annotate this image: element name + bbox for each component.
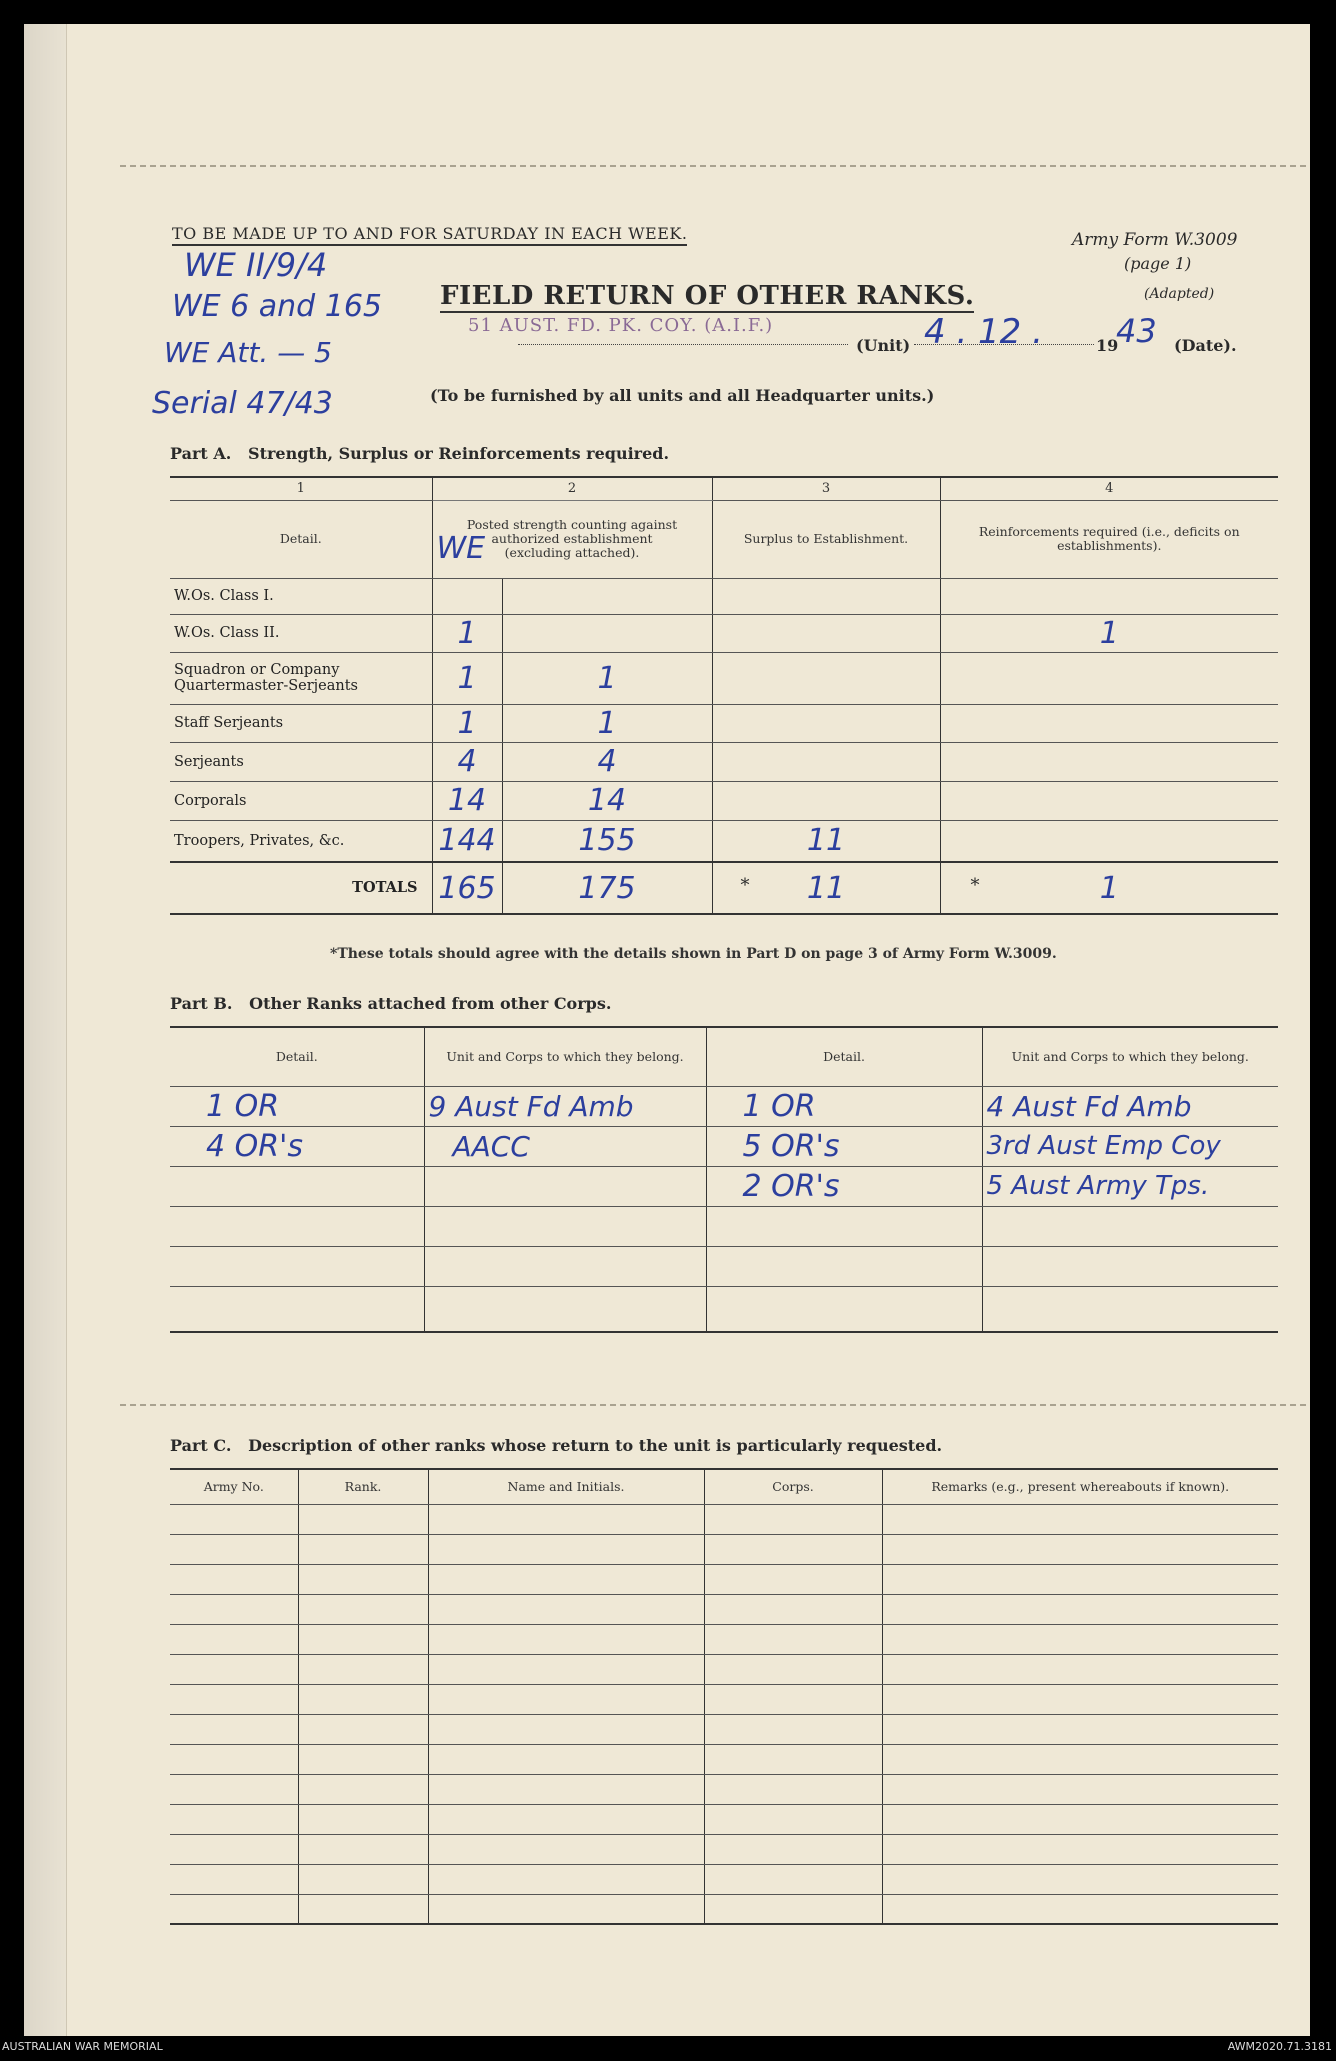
total-reinf-cell bbox=[940, 862, 1278, 914]
table-cell bbox=[704, 1774, 882, 1804]
cell-detail: 4 OR's bbox=[170, 1126, 424, 1166]
table-cell bbox=[428, 1534, 704, 1564]
table-cell bbox=[170, 1684, 298, 1714]
part-c-title: Part C. Description of other ranks whose return to the unit is particularly requested. bbox=[170, 1436, 943, 1455]
we-label: WE bbox=[436, 530, 486, 566]
cell-reinf bbox=[940, 704, 1278, 742]
cell-posted: 14 bbox=[502, 781, 712, 820]
col-header: Detail. bbox=[706, 1028, 982, 1086]
cell-reinf: 1 bbox=[940, 614, 1278, 652]
totals-label: TOTALS bbox=[170, 862, 432, 914]
part-a-table bbox=[170, 478, 1278, 915]
table-cell bbox=[882, 1864, 1278, 1894]
table-cell bbox=[428, 1624, 704, 1654]
cell-we: 1 bbox=[432, 652, 502, 704]
col-header-posted bbox=[432, 500, 712, 578]
cell-unit bbox=[982, 1286, 1278, 1332]
table-row bbox=[170, 1534, 1278, 1564]
date-label: (Date). bbox=[1174, 336, 1237, 355]
cell-reinf bbox=[940, 652, 1278, 704]
table-cell bbox=[428, 1774, 704, 1804]
table-cell bbox=[170, 1594, 298, 1624]
table-cell bbox=[704, 1804, 882, 1834]
col-number: 1 bbox=[170, 478, 432, 500]
table-cell bbox=[428, 1864, 704, 1894]
cell-unit bbox=[424, 1206, 706, 1246]
table-row bbox=[170, 1086, 1278, 1126]
totals-row bbox=[170, 862, 1278, 914]
table-row bbox=[170, 652, 1278, 704]
cell-surplus bbox=[712, 742, 940, 781]
col-header: Detail. bbox=[170, 1028, 424, 1086]
cell-detail: 2 OR's bbox=[706, 1166, 982, 1206]
table-row bbox=[170, 1166, 1278, 1206]
col-number: 4 bbox=[940, 478, 1278, 500]
year-prefix: 19 bbox=[1096, 336, 1119, 355]
table-cell bbox=[704, 1654, 882, 1684]
table-cell bbox=[170, 1534, 298, 1564]
table-cell bbox=[882, 1624, 1278, 1654]
table-cell bbox=[170, 1894, 298, 1924]
unit-line bbox=[518, 344, 848, 345]
cell-detail bbox=[170, 1166, 424, 1206]
cell-reinf bbox=[940, 578, 1278, 614]
table-cell bbox=[298, 1864, 428, 1894]
table-row bbox=[170, 781, 1278, 820]
margin-note: WE 6 and 165 bbox=[172, 289, 383, 324]
cell-posted: 4 bbox=[502, 742, 712, 781]
cell-unit: 4 Aust Fd Amb bbox=[982, 1086, 1278, 1126]
table-row bbox=[170, 1504, 1278, 1534]
perforation-middle bbox=[120, 1404, 1306, 1406]
table-cell bbox=[882, 1834, 1278, 1864]
cell-surplus bbox=[712, 704, 940, 742]
table-cell bbox=[428, 1804, 704, 1834]
table-row bbox=[170, 1594, 1278, 1624]
year-value: 43 bbox=[1116, 312, 1157, 350]
table-cell bbox=[704, 1534, 882, 1564]
cell-surplus: 11 bbox=[712, 820, 940, 862]
table-cell bbox=[170, 1714, 298, 1744]
total-marker: * bbox=[740, 875, 750, 896]
table-cell bbox=[882, 1564, 1278, 1594]
adapted-label: (Adapted) bbox=[1144, 286, 1215, 302]
table-cell bbox=[170, 1744, 298, 1774]
unit-stamp: 51 AUST. FD. PK. COY. (A.I.F.) bbox=[468, 315, 774, 336]
table-cell bbox=[428, 1714, 704, 1744]
table-cell bbox=[298, 1654, 428, 1684]
cell-unit bbox=[982, 1246, 1278, 1286]
col-header-surplus: Surplus to Establishment. bbox=[712, 500, 940, 578]
cell-reinf bbox=[940, 781, 1278, 820]
cell-detail bbox=[170, 1286, 424, 1332]
col-number: 2 bbox=[432, 478, 712, 500]
cell-detail: 5 OR's bbox=[706, 1126, 982, 1166]
cell-detail bbox=[706, 1246, 982, 1286]
table-cell bbox=[170, 1864, 298, 1894]
page-label: (page 1) bbox=[1124, 254, 1192, 273]
row-label: W.Os. Class II. bbox=[170, 614, 432, 652]
table-cell bbox=[428, 1894, 704, 1924]
instruction-line: TO BE MADE UP TO AND FOR SATURDAY IN EACH WEEK. bbox=[172, 224, 687, 246]
table-cell bbox=[704, 1864, 882, 1894]
table-cell bbox=[428, 1504, 704, 1534]
table-cell bbox=[882, 1714, 1278, 1744]
cell-detail: 1 OR bbox=[170, 1086, 424, 1126]
col-number: 3 bbox=[712, 478, 940, 500]
binding-strip bbox=[24, 24, 67, 2036]
table-cell bbox=[882, 1654, 1278, 1684]
part-a-footnote: *These totals should agree with the details shown in Part D on page 3 of Army Form W.3009. bbox=[330, 946, 1057, 962]
col-header: Name and Initials. bbox=[428, 1470, 704, 1504]
cell-unit bbox=[982, 1206, 1278, 1246]
table-row bbox=[170, 1126, 1278, 1166]
table-cell bbox=[704, 1894, 882, 1924]
table-row bbox=[170, 1744, 1278, 1774]
table-row bbox=[170, 1714, 1278, 1744]
table-cell bbox=[298, 1564, 428, 1594]
total-reinf: 1 bbox=[1099, 870, 1119, 906]
table-row bbox=[170, 578, 1278, 614]
table-row bbox=[170, 742, 1278, 781]
table-cell bbox=[170, 1504, 298, 1534]
margin-note: WE Att. — 5 bbox=[164, 336, 332, 369]
table-row bbox=[170, 1286, 1278, 1332]
table-cell bbox=[298, 1894, 428, 1924]
col-header: Corps. bbox=[704, 1470, 882, 1504]
cell-posted bbox=[502, 578, 712, 614]
cell-detail bbox=[706, 1206, 982, 1246]
part-a-title: Part A. Strength, Surplus or Reinforcements required. bbox=[170, 444, 670, 463]
footer-left: AUSTRALIAN WAR MEMORIAL bbox=[2, 2040, 163, 2053]
part-b-table bbox=[170, 1028, 1278, 1333]
table-row bbox=[170, 1804, 1278, 1834]
table-row bbox=[170, 1864, 1278, 1894]
table-cell bbox=[170, 1804, 298, 1834]
table-cell bbox=[298, 1714, 428, 1744]
table-cell bbox=[704, 1744, 882, 1774]
table-cell bbox=[298, 1774, 428, 1804]
row-label: Troopers, Privates, &c. bbox=[170, 820, 432, 862]
table-row bbox=[170, 1774, 1278, 1804]
cell-posted: 1 bbox=[502, 704, 712, 742]
cell-we: 1 bbox=[432, 614, 502, 652]
cell-surplus bbox=[712, 578, 940, 614]
total-surplus: 11 bbox=[806, 870, 846, 906]
cell-surplus bbox=[712, 614, 940, 652]
date-value: 4 . 12 . bbox=[924, 312, 1043, 352]
table-cell bbox=[298, 1624, 428, 1654]
table-cell bbox=[882, 1894, 1278, 1924]
header-row bbox=[170, 1470, 1278, 1504]
table-row bbox=[170, 1654, 1278, 1684]
table-cell bbox=[882, 1504, 1278, 1534]
row-label: Squadron or Company Quartermaster-Serjeants bbox=[170, 652, 432, 704]
cell-posted bbox=[502, 614, 712, 652]
table-cell bbox=[298, 1834, 428, 1864]
cell-unit: 9 Aust Fd Amb bbox=[424, 1086, 706, 1126]
cell-detail bbox=[170, 1246, 424, 1286]
table-cell bbox=[704, 1594, 882, 1624]
table-row bbox=[170, 704, 1278, 742]
cell-detail: 1 OR bbox=[706, 1086, 982, 1126]
col-header: Unit and Corps to which they belong. bbox=[424, 1028, 706, 1086]
table-row bbox=[170, 1564, 1278, 1594]
table-cell bbox=[298, 1534, 428, 1564]
table-cell bbox=[170, 1564, 298, 1594]
form-title: FIELD RETURN OF OTHER RANKS. bbox=[440, 281, 975, 311]
cell-detail bbox=[706, 1286, 982, 1332]
margin-note: WE II/9/4 bbox=[184, 246, 328, 284]
form-number: Army Form W.3009 bbox=[1072, 230, 1238, 250]
col-header: Unit and Corps to which they belong. bbox=[982, 1028, 1278, 1086]
table-cell bbox=[298, 1504, 428, 1534]
table-cell bbox=[704, 1714, 882, 1744]
col-header: Army No. bbox=[170, 1470, 298, 1504]
table-row bbox=[170, 1834, 1278, 1864]
col-header: Rank. bbox=[298, 1470, 428, 1504]
table-cell bbox=[882, 1594, 1278, 1624]
margin-note: Serial 47/43 bbox=[152, 386, 333, 421]
table-cell bbox=[882, 1774, 1278, 1804]
cell-detail bbox=[170, 1206, 424, 1246]
furnish-note: (To be furnished by all units and all Headquarter units.) bbox=[430, 386, 935, 405]
cell-unit: AACC bbox=[424, 1126, 706, 1166]
cell-surplus bbox=[712, 652, 940, 704]
table-cell bbox=[298, 1684, 428, 1714]
table-cell bbox=[428, 1834, 704, 1864]
col-header: Remarks (e.g., present whereabouts if known). bbox=[882, 1470, 1278, 1504]
total-posted: 175 bbox=[502, 862, 712, 914]
cell-reinf bbox=[940, 742, 1278, 781]
table-cell bbox=[428, 1594, 704, 1624]
table-cell bbox=[882, 1684, 1278, 1714]
table-cell bbox=[170, 1654, 298, 1684]
col-header-posted-text: Posted strength counting against authorized establishment (excluding attached). bbox=[466, 517, 678, 560]
cell-unit: 3rd Aust Emp Coy bbox=[982, 1126, 1278, 1166]
table-cell bbox=[882, 1744, 1278, 1774]
cell-we: 1 bbox=[432, 704, 502, 742]
cell-surplus bbox=[712, 781, 940, 820]
unit-label: (Unit) bbox=[856, 336, 911, 355]
table-cell bbox=[704, 1504, 882, 1534]
cell-unit bbox=[424, 1166, 706, 1206]
total-we: 165 bbox=[432, 862, 502, 914]
part-c-table bbox=[170, 1470, 1278, 1925]
table-cell bbox=[428, 1684, 704, 1714]
table-row bbox=[170, 1624, 1278, 1654]
table-cell bbox=[170, 1834, 298, 1864]
row-label: Staff Serjeants bbox=[170, 704, 432, 742]
cell-unit: 5 Aust Army Tps. bbox=[982, 1166, 1278, 1206]
table-row bbox=[170, 820, 1278, 862]
table-row bbox=[170, 1246, 1278, 1286]
col-header-detail: Detail. bbox=[170, 500, 432, 578]
cell-posted: 1 bbox=[502, 652, 712, 704]
total-marker: * bbox=[970, 875, 980, 896]
table-cell bbox=[882, 1534, 1278, 1564]
table-cell bbox=[428, 1744, 704, 1774]
col-header-reinf: Reinforcements required (i.e., deficits on establishments). bbox=[940, 500, 1278, 578]
cell-posted: 155 bbox=[502, 820, 712, 862]
cell-we: 144 bbox=[432, 820, 502, 862]
table-cell bbox=[704, 1684, 882, 1714]
cell-unit bbox=[424, 1286, 706, 1332]
cell-we: 14 bbox=[432, 781, 502, 820]
table-cell bbox=[428, 1654, 704, 1684]
cell-we bbox=[432, 578, 502, 614]
row-label: Corporals bbox=[170, 781, 432, 820]
table-cell bbox=[704, 1564, 882, 1594]
table-cell bbox=[704, 1624, 882, 1654]
table-cell bbox=[882, 1804, 1278, 1834]
total-surplus-cell bbox=[712, 862, 940, 914]
table-row bbox=[170, 1894, 1278, 1924]
table-cell bbox=[170, 1774, 298, 1804]
table-cell bbox=[170, 1624, 298, 1654]
table-row bbox=[170, 614, 1278, 652]
table-cell bbox=[298, 1804, 428, 1834]
table-row bbox=[170, 1206, 1278, 1246]
perforation-top bbox=[120, 165, 1306, 167]
table-cell bbox=[428, 1564, 704, 1594]
table-cell bbox=[298, 1594, 428, 1624]
table-cell bbox=[704, 1834, 882, 1864]
table-row bbox=[170, 1684, 1278, 1714]
row-label: W.Os. Class I. bbox=[170, 578, 432, 614]
footer-right: AWM2020.71.3181 bbox=[1227, 2040, 1332, 2053]
row-label: Serjeants bbox=[170, 742, 432, 781]
cell-unit bbox=[424, 1246, 706, 1286]
part-b-title: Part B. Other Ranks attached from other Corps. bbox=[170, 994, 612, 1013]
cell-reinf bbox=[940, 820, 1278, 862]
table-cell bbox=[298, 1744, 428, 1774]
cell-we: 4 bbox=[432, 742, 502, 781]
form-paper bbox=[24, 24, 1310, 2036]
